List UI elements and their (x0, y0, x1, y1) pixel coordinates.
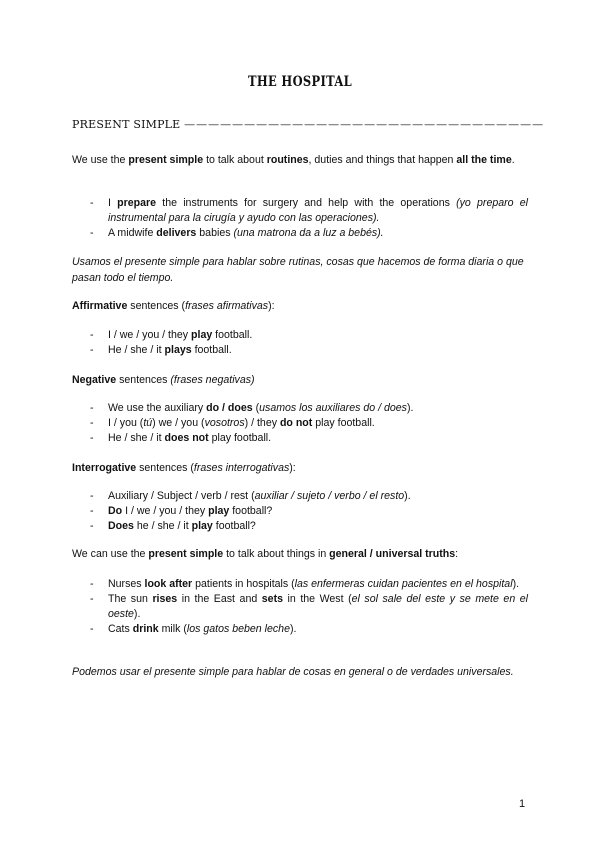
intro-paragraph: We use the present simple to talk about routines, duties and things that happen all the time. (72, 154, 515, 166)
list-item: - He / she / it does not play football. (90, 431, 528, 446)
section-rule: —————————————————————————————— (184, 118, 545, 131)
list-item: - We use the auxiliary do / does (usamos los auxiliares do / does). (90, 401, 528, 416)
spanish-summary-2: Podemos usar el presente simple para hablar de cosas en general o de verdades universales. (72, 666, 514, 678)
list-item: - The sun rises in the East and sets in the West (el sol sale del este y se mete en el oeste). (90, 592, 528, 622)
general-truths-list (90, 577, 528, 637)
list-item: - Does he / she / it play football? (90, 519, 528, 534)
spanish-summary-1: Usamos el presente simple para hablar sobre rutinas, cosas que hacemos de forma diaria o que pasan todo el tiempo. (72, 256, 524, 284)
section-heading (72, 118, 544, 131)
interrogative-list (90, 489, 528, 534)
section-label: PRESENT SIMPLE (72, 118, 181, 131)
list-item: - I / we / you / they play football. (90, 328, 528, 343)
list-item: - Cats drink milk (los gatos beben leche). (90, 622, 528, 637)
general-truths-paragraph: We can use the present simple to talk about things in general / universal truths: (72, 548, 459, 560)
list-item: - I prepare the instruments for surgery and help with the operations (yo preparo el instrumental para la cirugía y ayudo con las operaciones). (90, 196, 528, 226)
list-item: - He / she / it plays football. (90, 343, 528, 358)
list-item: - Auxiliary / Subject / verb / rest (auxiliar / sujeto / verbo / el resto). (90, 489, 528, 504)
interrogative-heading: Interrogative sentences (frases interrogativas): (72, 462, 296, 474)
list-item: - A midwife delivers babies (una matrona da a luz a bebés). (90, 226, 528, 241)
negative-heading: Negative sentences (frases negativas) (72, 374, 255, 386)
page-title: THE HOSPITAL (247, 74, 353, 90)
list-item: - Nurses look after patients in hospitals (las enfermeras cuidan pacientes en el hospital). (90, 577, 528, 592)
affirmative-heading: Affirmative sentences (frases afirmativas): (72, 300, 275, 312)
routine-examples-list (90, 196, 528, 241)
negative-list (90, 401, 528, 446)
page-number: 1 (519, 798, 526, 810)
list-item: - I / you (tú) we / you (vosotros) / they do not play football. (90, 416, 528, 431)
affirmative-list (90, 328, 528, 358)
list-item: - Do I / we / you / they play football? (90, 504, 528, 519)
